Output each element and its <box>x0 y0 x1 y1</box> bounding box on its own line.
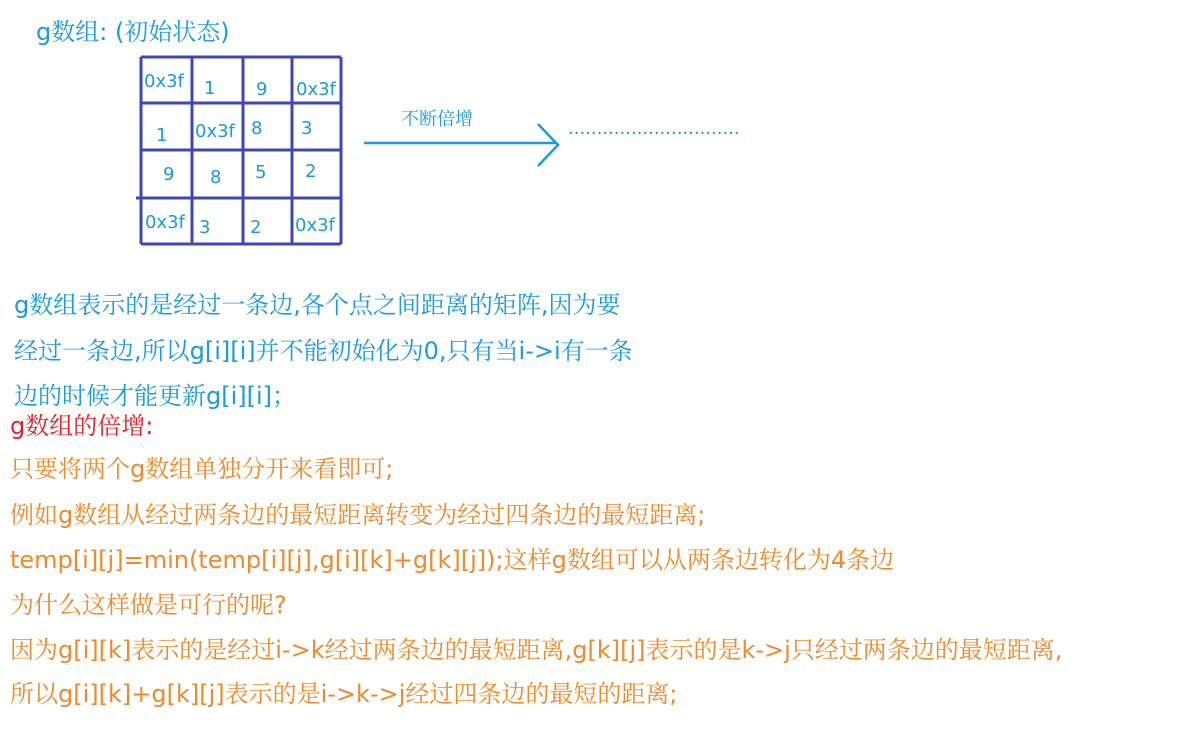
matrix-cell: 0x3f <box>195 121 235 142</box>
matrix-cell: 0x3f <box>296 79 336 100</box>
doubling-line-1: 只要将两个g数组单独分开来看即可; <box>10 455 394 483</box>
matrix-cell: 2 <box>250 217 262 238</box>
matrix-cell: 0x3f <box>145 212 185 233</box>
doubling-heading: g数组的倍增: <box>10 412 154 440</box>
arrow-label: 不断倍增 <box>401 109 473 130</box>
continuation-dots: .............................. <box>568 118 740 139</box>
matrix-cell: 0x3f <box>295 215 335 236</box>
explanation-line-1: g数组表示的是经过一条边,各个点之间距离的矩阵,因为要 <box>14 291 621 319</box>
explanation-line-3: 边的时候才能更新g[i][i]； <box>14 382 297 410</box>
matrix-cell: 8 <box>251 118 263 139</box>
matrix-cells <box>144 71 337 238</box>
matrix-cell: 5 <box>255 162 267 183</box>
matrix-cell: 0x3f <box>144 71 184 92</box>
matrix-cell: 8 <box>210 167 222 188</box>
doubling-line-5: 因为g[i][k]表示的是经过i->k经过两条边的最短距离,g[k][j]表示的是k->j只经过两条边的最短距离, <box>10 636 1063 664</box>
diagram-title: g数组: (初始状态) <box>36 18 230 46</box>
matrix-cell: 1 <box>204 78 216 99</box>
doubling-line-3: temp[i][j]=min(temp[i][j],g[i][k]+g[k][j]);这样g数组可以从两条边转化为4条边 <box>10 546 895 574</box>
matrix-cell: 1 <box>156 125 168 146</box>
matrix-cell: 3 <box>301 118 313 139</box>
doubling-line-2: 例如g数组从经过两条边的最短距离转变为经过四条边的最短距离; <box>10 501 706 529</box>
doubling-line-4: 为什么这样做是可行的呢? <box>10 591 287 619</box>
matrix-cell: 9 <box>256 79 268 100</box>
doubling-line-6: 所以g[i][k]+g[k][j]表示的是i->k->j经过四条边的最短的距离; <box>10 680 678 708</box>
explanation-line-2: 经过一条边,所以g[i][i]并不能初始化为0,只有当i->i有一条 <box>14 337 633 365</box>
matrix-cell: 3 <box>199 217 211 238</box>
matrix-cell: 2 <box>305 161 317 182</box>
matrix-cell: 9 <box>163 164 175 185</box>
